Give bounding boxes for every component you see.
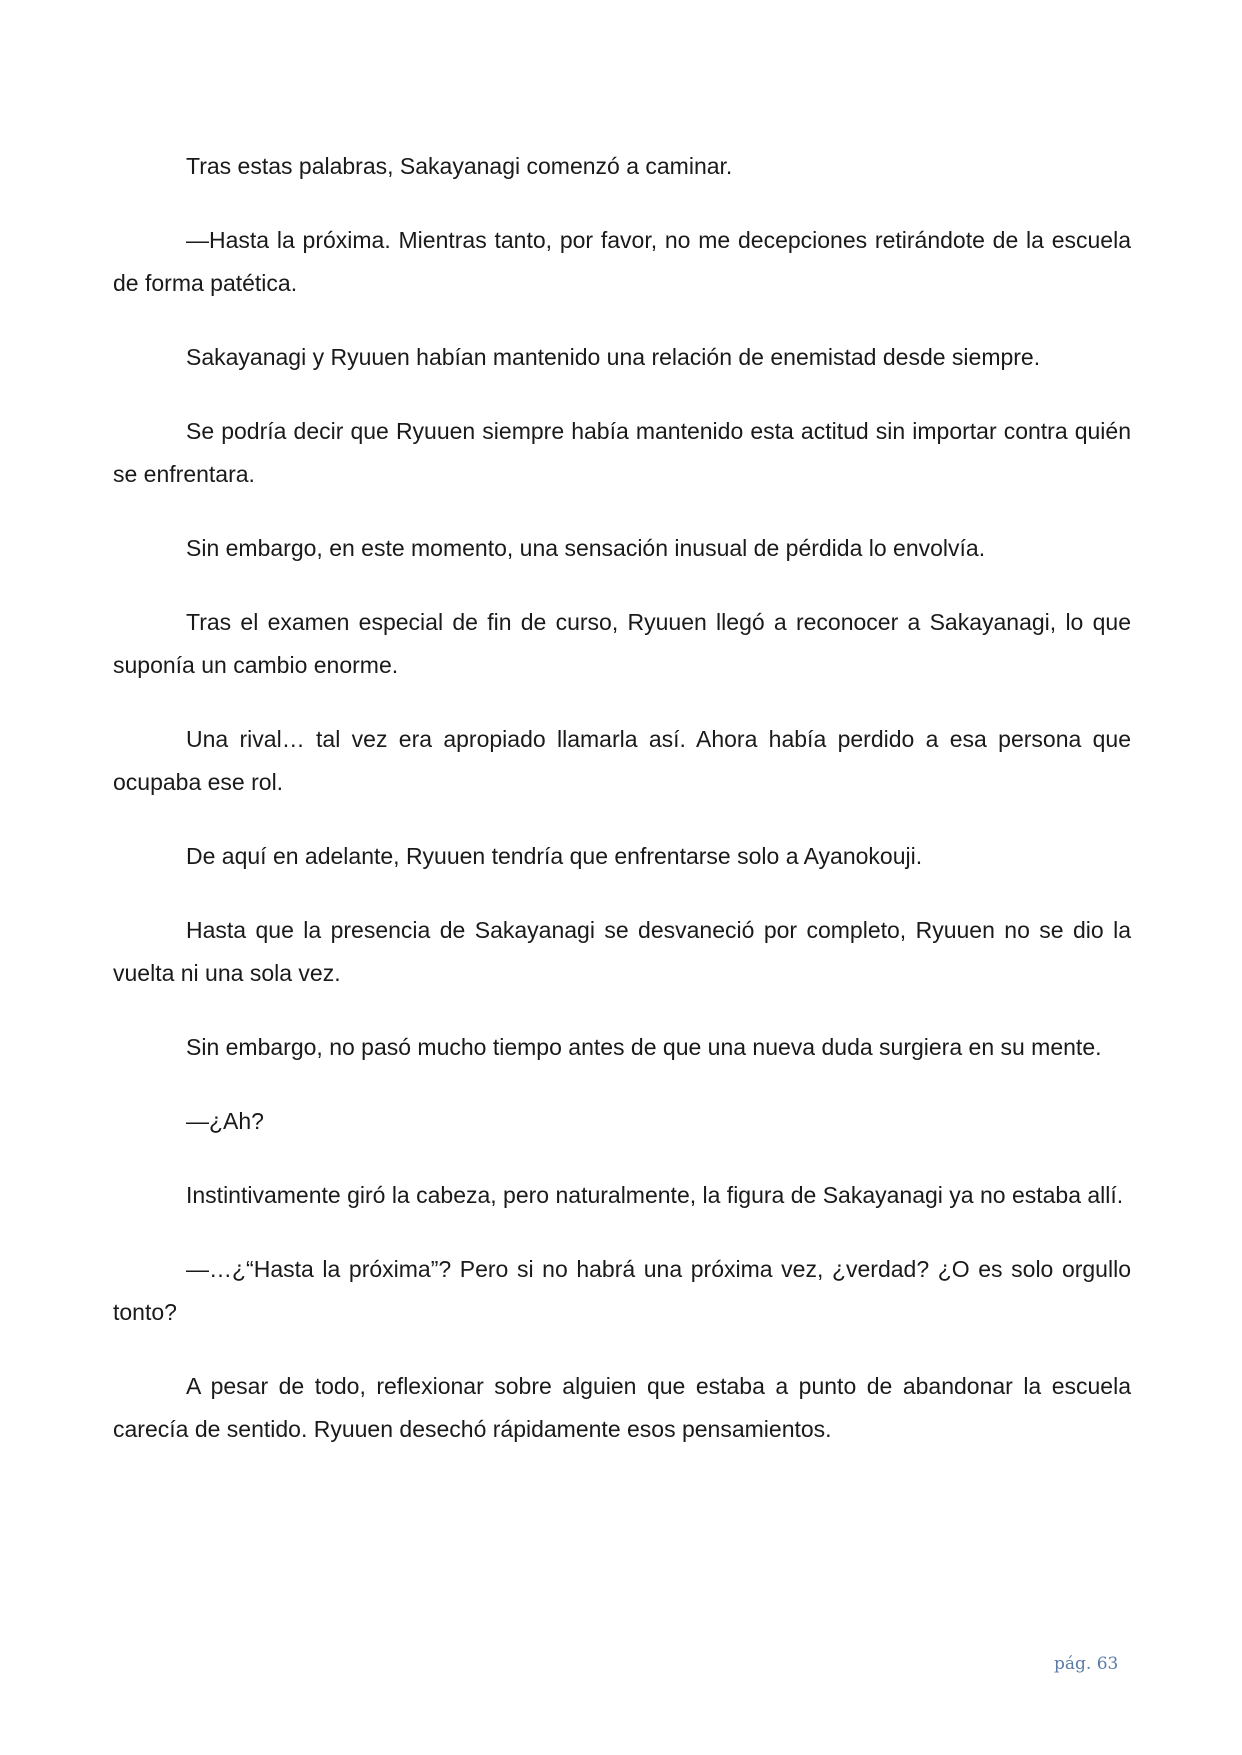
paragraph-12: Instintivamente giró la cabeza, pero naturalmente, la figura de Sakayanagi ya no estaba allí. <box>186 1182 1124 1208</box>
paragraph-8: De aquí en adelante, Ryuuen tendría que enfrentarse solo a Ayanokouji. <box>186 843 923 869</box>
page-number: pág. 63 <box>1054 1654 1119 1674</box>
paragraph-2: —Hasta la próxima. Mientras tanto, por favor, no me decepciones retirándote de la escuela de forma patética. <box>113 227 1131 296</box>
paragraph-3: Sakayanagi y Ryuuen habían mantenido una relación de enemistad desde siempre. <box>186 344 1041 370</box>
paragraph-7: Una rival… tal vez era apropiado llamarla así. Ahora había perdido a esa persona que ocupaba ese rol. <box>113 726 1131 795</box>
paragraph-1: Tras estas palabras, Sakayanagi comenzó a caminar. <box>186 153 733 179</box>
paragraph-11: —¿Ah? <box>186 1108 264 1134</box>
paragraph-5: Sin embargo, en este momento, una sensación inusual de pérdida lo envolvía. <box>186 535 986 561</box>
paragraph-10: Sin embargo, no pasó mucho tiempo antes de que una nueva duda surgiera en su mente. <box>186 1034 1102 1060</box>
paragraph-6: Tras el examen especial de fin de curso, Ryuuen llegó a reconocer a Sakayanagi, lo que suponía un cambio enorme. <box>113 609 1131 678</box>
paragraph-13: —…¿“Hasta la próxima”? Pero si no habrá una próxima vez, ¿verdad? ¿O es solo orgullo tonto? <box>113 1256 1131 1325</box>
paragraph-9: Hasta que la presencia de Sakayanagi se desvaneció por completo, Ryuuen no se dio la vuelta ni una sola vez. <box>113 917 1131 986</box>
paragraph-14: A pesar de todo, reflexionar sobre alguien que estaba a punto de abandonar la escuela carecía de sentido. Ryuuen desechó rápidamente esos pensamientos. <box>113 1373 1131 1442</box>
paragraph-4: Se podría decir que Ryuuen siempre había mantenido esta actitud sin importar contra quién se enfrentara. <box>113 418 1131 487</box>
body-text <box>113 145 1131 1482</box>
